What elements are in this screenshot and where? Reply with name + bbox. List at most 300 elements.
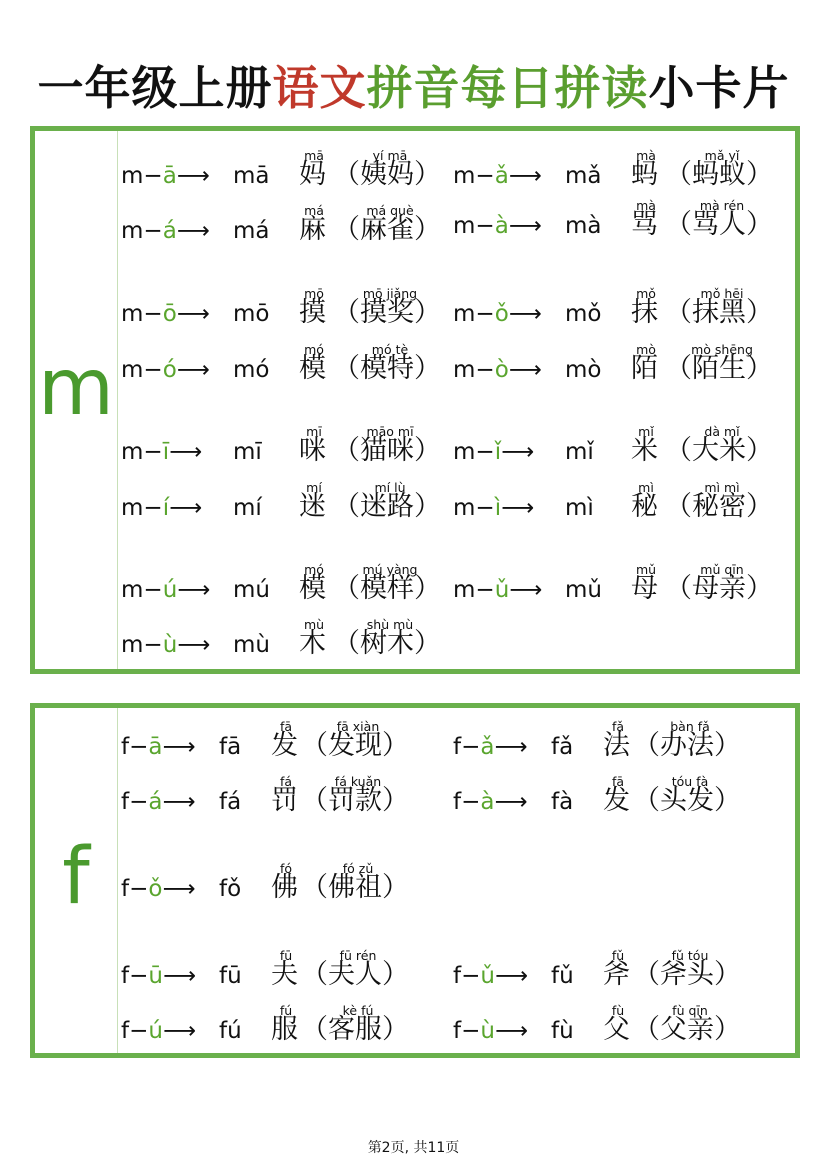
spelling-formula <box>121 357 210 383</box>
pinyin-row <box>121 143 441 191</box>
arrow-icon: ⟶ <box>162 1018 196 1044</box>
example-word <box>333 342 441 385</box>
spelling-formula <box>121 632 210 658</box>
example-word <box>333 148 441 191</box>
character-text: 麻 <box>299 214 326 245</box>
word-text: 办法 <box>660 730 714 761</box>
character <box>299 148 326 191</box>
syllable: mí <box>233 495 262 521</box>
open-paren: （ <box>301 785 328 816</box>
pinyin-row <box>453 475 773 523</box>
close-paren: ） <box>714 730 741 761</box>
syllable: mú <box>233 577 270 603</box>
open-paren: （ <box>665 353 692 384</box>
example-word <box>333 286 441 329</box>
dash: − <box>143 439 163 465</box>
close-paren: ） <box>746 491 773 522</box>
word-text: 模样 <box>360 573 414 604</box>
word-pinyin: mǒ hēi <box>700 286 744 301</box>
character-pinyin: fá <box>279 774 293 789</box>
character <box>299 286 326 329</box>
close-paren: ） <box>382 785 409 816</box>
close-paren: ） <box>382 730 409 761</box>
dash: − <box>129 876 149 902</box>
character <box>631 342 658 385</box>
character <box>271 1003 298 1046</box>
arrow-icon: ⟶ <box>494 734 528 760</box>
pinyin-row <box>453 943 773 991</box>
dash: − <box>143 577 163 603</box>
word-text: 猫咪 <box>360 435 414 466</box>
dash: − <box>461 1018 481 1044</box>
initial: f <box>453 1018 462 1044</box>
toned-final: ǒ <box>494 301 509 327</box>
word-pinyin: shù mù <box>366 617 414 632</box>
close-paren: ） <box>414 214 441 245</box>
character-pinyin: má <box>304 203 324 218</box>
open-paren: （ <box>301 730 328 761</box>
dash: − <box>461 734 481 760</box>
initial: m <box>453 577 476 603</box>
character-text: 发 <box>603 785 630 816</box>
spelling-formula <box>453 963 528 989</box>
word-pinyin: bàn fǎ <box>670 719 710 734</box>
close-paren: ） <box>382 1014 409 1045</box>
dash: − <box>475 357 495 383</box>
dash: − <box>143 357 163 383</box>
title-part-4: 小卡片 <box>648 61 790 115</box>
word-pinyin: mō jiǎng <box>362 286 418 301</box>
toned-final: ù <box>162 632 178 658</box>
character-pinyin: mǔ <box>635 562 657 577</box>
syllable: mǐ <box>565 439 594 465</box>
syllable: mó <box>233 357 270 383</box>
toned-final: ā <box>148 734 163 760</box>
word-text: 斧头 <box>660 959 714 990</box>
toned-final: ú <box>148 1018 163 1044</box>
character-text: 米 <box>631 435 658 466</box>
toned-final: ō <box>162 301 177 327</box>
arrow-icon: ⟶ <box>508 163 542 189</box>
example-word <box>665 148 773 191</box>
word-pinyin: fū rén <box>339 948 377 963</box>
example-word <box>665 424 773 467</box>
arrow-icon: ⟶ <box>162 734 196 760</box>
syllable: fà <box>551 789 574 815</box>
pinyin-row <box>453 419 773 467</box>
dash: − <box>129 789 149 815</box>
spelling-formula <box>453 301 542 327</box>
dash: − <box>129 1018 149 1044</box>
toned-final: ǒ <box>148 876 163 902</box>
initial: m <box>121 218 144 244</box>
open-paren: （ <box>633 730 660 761</box>
arrow-icon: ⟶ <box>494 1018 528 1044</box>
dash: − <box>143 632 163 658</box>
arrow-icon: ⟶ <box>176 218 210 244</box>
toned-final: ā <box>162 163 177 189</box>
syllable: fá <box>219 789 242 815</box>
character <box>603 774 630 817</box>
pinyin-row <box>121 337 441 385</box>
character <box>271 774 298 817</box>
spelling-formula <box>453 1018 528 1044</box>
example-word <box>301 1003 409 1046</box>
toned-final: ǔ <box>480 963 495 989</box>
character <box>631 198 658 241</box>
spelling-formula <box>121 1018 196 1044</box>
open-paren: （ <box>301 1014 328 1045</box>
open-paren: （ <box>333 159 360 190</box>
character <box>299 203 326 246</box>
dash: − <box>475 495 495 521</box>
initial: f <box>121 963 130 989</box>
word-pinyin: má què <box>366 203 414 218</box>
character <box>631 562 658 605</box>
initial: f <box>121 789 130 815</box>
arrow-icon: ⟶ <box>176 301 210 327</box>
toned-final: á <box>148 789 163 815</box>
syllable: fǔ <box>551 963 574 989</box>
syllable: mā <box>233 163 270 189</box>
character-pinyin: mǐ <box>638 424 654 439</box>
arrow-icon: ⟶ <box>176 357 210 383</box>
close-paren: ） <box>414 491 441 522</box>
arrow-icon: ⟶ <box>162 789 196 815</box>
word-text: 陌生 <box>692 353 746 384</box>
syllable: má <box>233 218 270 244</box>
character-pinyin: fǎ <box>611 719 625 734</box>
initial: f <box>453 789 462 815</box>
spelling-formula <box>121 963 196 989</box>
word-pinyin: fá kuǎn <box>334 774 382 789</box>
open-paren: （ <box>333 214 360 245</box>
initial: f <box>453 963 462 989</box>
word-text: 模特 <box>360 353 414 384</box>
syllable: fǎ <box>551 734 574 760</box>
pinyin-row <box>453 557 773 605</box>
close-paren: ） <box>746 435 773 466</box>
example-word <box>633 948 741 991</box>
example-word <box>333 617 441 660</box>
dash: − <box>143 163 163 189</box>
character-pinyin: fā <box>279 719 293 734</box>
character-pinyin: mà <box>636 148 656 163</box>
spelling-formula <box>453 495 534 521</box>
character-text: 骂 <box>631 209 658 240</box>
syllable: fū <box>219 963 242 989</box>
initial: m <box>121 495 144 521</box>
dash: − <box>129 734 149 760</box>
arrow-icon: ⟶ <box>176 163 210 189</box>
character <box>271 719 298 762</box>
character-text: 木 <box>299 628 326 659</box>
character <box>631 480 658 523</box>
dash: − <box>143 495 163 521</box>
initial: m <box>121 357 144 383</box>
character <box>271 948 298 991</box>
syllable: mǒ <box>565 301 602 327</box>
word-text: 大米 <box>692 435 746 466</box>
initial: m <box>453 495 476 521</box>
spelling-formula <box>121 876 195 902</box>
example-word <box>301 948 409 991</box>
close-paren: ） <box>414 435 441 466</box>
character-text: 模 <box>299 353 326 384</box>
character <box>603 719 630 762</box>
word-pinyin: mó tè <box>371 342 409 357</box>
initial: m <box>453 213 476 239</box>
close-paren: ） <box>746 209 773 240</box>
character-text: 母 <box>631 573 658 604</box>
pinyin-row <box>121 943 441 991</box>
card-m <box>30 126 800 674</box>
initial: f <box>121 734 130 760</box>
character-text: 夫 <box>271 959 298 990</box>
toned-final: ó <box>162 357 177 383</box>
pinyin-row <box>121 475 441 523</box>
arrow-icon: ⟶ <box>501 439 535 465</box>
pinyin-row <box>453 769 773 817</box>
character-text: 抹 <box>631 297 658 328</box>
syllable: mī <box>233 439 262 465</box>
toned-final: ò <box>494 357 509 383</box>
close-paren: ） <box>414 573 441 604</box>
syllable: fā <box>219 734 242 760</box>
word-text: 发现 <box>328 730 382 761</box>
dash: − <box>143 301 163 327</box>
character-pinyin: fǔ <box>611 948 625 963</box>
initial: f <box>121 876 130 902</box>
pinyin-row <box>121 714 441 762</box>
character-pinyin: mō <box>304 286 324 301</box>
example-word <box>633 719 741 762</box>
close-paren: ） <box>382 959 409 990</box>
arrow-icon: ⟶ <box>501 495 535 521</box>
arrow-icon: ⟶ <box>169 439 203 465</box>
character-text: 佛 <box>271 872 298 903</box>
character-pinyin: mà <box>636 198 656 213</box>
open-paren: （ <box>333 435 360 466</box>
toned-final: ǐ <box>494 439 502 465</box>
character <box>603 1003 630 1046</box>
spelling-formula <box>121 495 202 521</box>
arrow-icon: ⟶ <box>162 876 196 902</box>
character-text: 服 <box>271 1014 298 1045</box>
close-paren: ） <box>746 353 773 384</box>
toned-final: à <box>494 213 509 239</box>
spelling-formula <box>121 301 210 327</box>
arrow-icon: ⟶ <box>494 789 528 815</box>
character-pinyin: mì <box>638 480 654 495</box>
character-pinyin: mù <box>303 617 325 632</box>
open-paren: （ <box>665 159 692 190</box>
word-pinyin: fǔ tóu <box>671 948 709 963</box>
initial: m <box>121 577 144 603</box>
open-paren: （ <box>333 297 360 328</box>
character <box>631 148 658 191</box>
spelling-formula <box>121 218 210 244</box>
spelling-formula <box>121 577 210 603</box>
dash: − <box>475 439 495 465</box>
word-text: 母亲 <box>692 573 746 604</box>
example-word <box>333 203 441 246</box>
word-text: 父亲 <box>660 1014 714 1045</box>
character <box>603 948 630 991</box>
example-word <box>301 861 409 904</box>
word-pinyin: mú yàng <box>362 562 418 577</box>
example-word <box>633 774 741 817</box>
pinyin-row <box>121 998 441 1046</box>
open-paren: （ <box>665 297 692 328</box>
example-word <box>665 480 773 523</box>
toned-final: à <box>480 789 495 815</box>
arrow-icon: ⟶ <box>177 577 211 603</box>
example-word <box>633 1003 741 1046</box>
arrow-icon: ⟶ <box>494 963 528 989</box>
arrow-icon: ⟶ <box>177 632 211 658</box>
pinyin-row <box>121 419 441 467</box>
toned-final: á <box>162 218 177 244</box>
spelling-formula <box>121 734 195 760</box>
example-word <box>333 480 441 523</box>
initial: m <box>121 439 144 465</box>
character-text: 法 <box>603 730 630 761</box>
word-pinyin: tóu fà <box>671 774 709 789</box>
example-word <box>333 562 441 605</box>
page-title <box>0 52 827 118</box>
word-text: 蚂蚁 <box>692 159 746 190</box>
character <box>631 286 658 329</box>
spelling-formula <box>121 439 202 465</box>
spelling-formula <box>121 789 195 815</box>
toned-final: ī <box>162 439 170 465</box>
dash: − <box>475 301 495 327</box>
title-part-3: 拼音每日拼读 <box>366 61 649 115</box>
dash: − <box>475 213 495 239</box>
syllable: fù <box>551 1018 574 1044</box>
initial: m <box>453 357 476 383</box>
initial: m <box>453 301 476 327</box>
initial: m <box>121 632 144 658</box>
pinyin-row <box>121 612 441 660</box>
character-pinyin: fū <box>279 948 293 963</box>
character-text: 父 <box>603 1014 630 1045</box>
character-pinyin: fó <box>279 861 293 876</box>
open-paren: （ <box>333 353 360 384</box>
character-pinyin: mí <box>306 480 322 495</box>
word-text: 客服 <box>328 1014 382 1045</box>
close-paren: ） <box>714 959 741 990</box>
word-text: 姨妈 <box>360 159 414 190</box>
character-pinyin: mā <box>304 148 324 163</box>
character-pinyin: fù <box>611 1003 625 1018</box>
close-paren: ） <box>746 297 773 328</box>
close-paren: ） <box>414 159 441 190</box>
syllable: mì <box>565 495 594 521</box>
close-paren: ） <box>714 1014 741 1045</box>
word-text: 佛祖 <box>328 872 382 903</box>
character <box>299 480 326 523</box>
arrow-icon: ⟶ <box>508 357 542 383</box>
word-pinyin: mǎ yǐ <box>704 148 740 163</box>
word-text: 头发 <box>660 785 714 816</box>
character <box>631 424 658 467</box>
syllable: fú <box>219 1018 242 1044</box>
word-pinyin: mǔ qīn <box>700 562 744 577</box>
word-pinyin: mà rén <box>699 198 745 213</box>
syllable: mà <box>565 213 602 239</box>
open-paren: （ <box>665 491 692 522</box>
spelling-formula <box>453 163 542 189</box>
character-text: 摸 <box>299 297 326 328</box>
toned-final: ú <box>162 577 178 603</box>
title-part-1: 一年级上册 <box>37 61 273 115</box>
arrow-icon: ⟶ <box>508 213 542 239</box>
pinyin-row <box>121 281 441 329</box>
word-text: 秘密 <box>692 491 746 522</box>
character-pinyin: mī <box>306 424 322 439</box>
character-text: 斧 <box>603 959 630 990</box>
arrow-icon: ⟶ <box>509 577 543 603</box>
character <box>299 424 326 467</box>
character-text: 妈 <box>299 159 326 190</box>
close-paren: ） <box>714 785 741 816</box>
pinyin-row <box>121 557 441 605</box>
spelling-formula <box>453 213 542 239</box>
toned-final: ì <box>494 495 502 521</box>
title-part-2: 语文 <box>272 61 367 115</box>
big-letter-m: m <box>38 343 114 433</box>
character-text: 蚂 <box>631 159 658 190</box>
open-paren: （ <box>633 1014 660 1045</box>
close-paren: ） <box>382 872 409 903</box>
spelling-formula <box>453 734 527 760</box>
word-pinyin: māo mī <box>366 424 414 439</box>
character-text: 秘 <box>631 491 658 522</box>
letter-column <box>35 708 118 1053</box>
syllable: fǒ <box>219 876 242 902</box>
toned-final: ù <box>480 1018 495 1044</box>
character-pinyin: fú <box>279 1003 293 1018</box>
example-word <box>333 424 441 467</box>
pinyin-row <box>453 281 773 329</box>
syllable: mǎ <box>565 163 602 189</box>
character-text: 罚 <box>271 785 298 816</box>
spelling-formula <box>453 789 527 815</box>
syllable: mǔ <box>565 577 602 603</box>
initial: m <box>121 301 144 327</box>
initial: m <box>121 163 144 189</box>
dash: − <box>129 963 149 989</box>
pinyin-row <box>453 143 773 191</box>
open-paren: （ <box>333 573 360 604</box>
word-text: 摸奖 <box>360 297 414 328</box>
word-pinyin: fā xiàn <box>336 719 380 734</box>
example-word <box>301 774 409 817</box>
close-paren: ） <box>414 353 441 384</box>
character <box>299 342 326 385</box>
word-text: 骂人 <box>692 209 746 240</box>
open-paren: （ <box>301 872 328 903</box>
example-word <box>665 198 773 241</box>
word-text: 麻雀 <box>360 214 414 245</box>
character-pinyin: mǒ <box>636 286 656 301</box>
toned-final: í <box>162 495 170 521</box>
word-pinyin: fù qīn <box>672 1003 708 1018</box>
example-word <box>301 719 409 762</box>
dash: − <box>475 163 495 189</box>
